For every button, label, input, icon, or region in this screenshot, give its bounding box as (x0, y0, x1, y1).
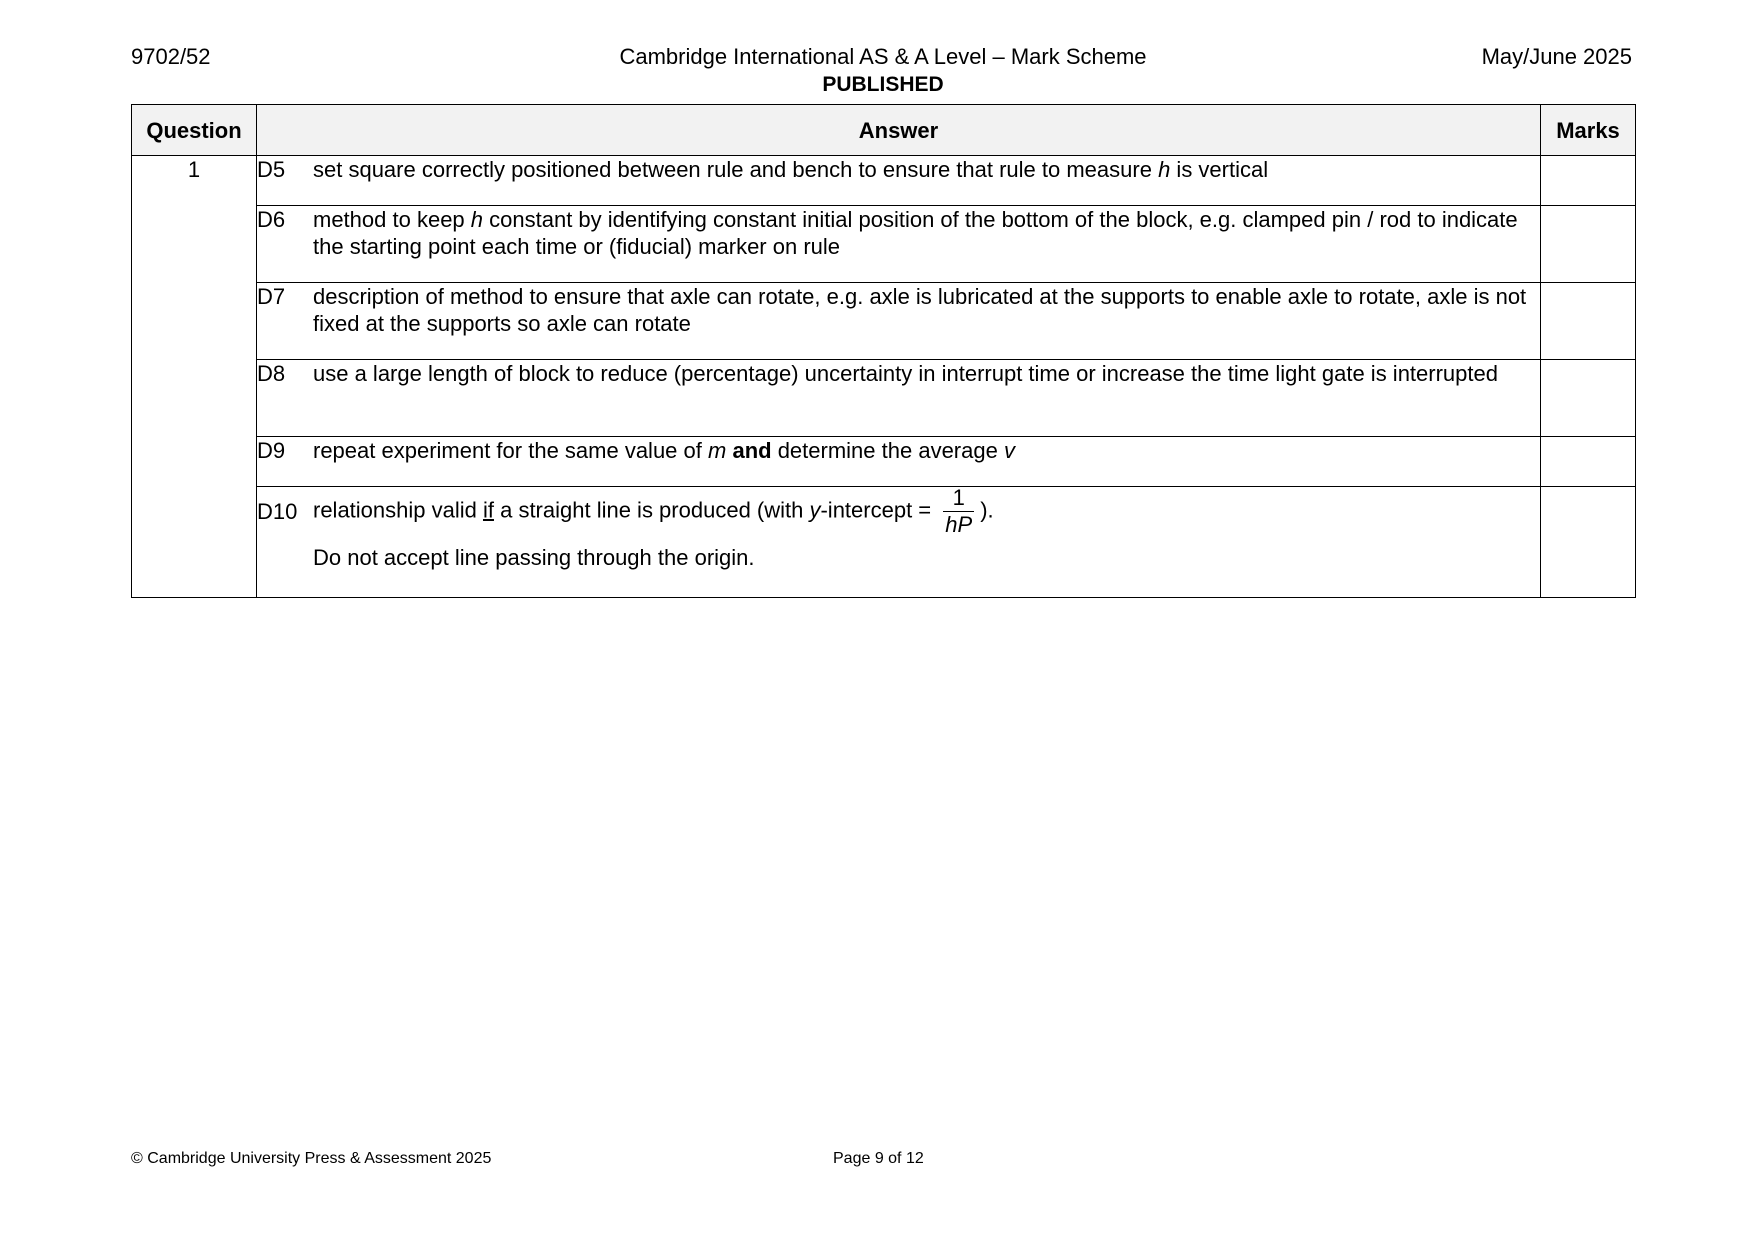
mark-point-text: repeat experiment for the same value of m and determine the average v (313, 438, 1015, 463)
mark-point-code: D8 (257, 361, 286, 386)
marks-cell (1541, 360, 1636, 437)
marks-cell (1541, 156, 1636, 206)
table-row (132, 156, 1636, 206)
marks-cell (1541, 206, 1636, 283)
mark-point-text: method to keep h constant by identifying constant initial position of the bottom of the block, e.g. clamped pin / rod to indicate the starting point each time or (fiducial) marker on rule (313, 207, 1518, 259)
marks-cell (1541, 283, 1636, 360)
mark-point-code: D7 (257, 284, 286, 309)
marks-cell (1541, 437, 1636, 487)
answer-cell (257, 156, 1541, 206)
answer-cell (257, 487, 1541, 598)
answer-cell (257, 437, 1541, 487)
document-title: Cambridge International AS & A Level – Mark Scheme (619, 44, 1147, 69)
mark-point-code: D6 (257, 207, 286, 232)
page-number: Page 9 of 12 (833, 1150, 924, 1167)
mark-point-text: set square correctly positioned between rule and bench to ensure that rule to measure h is vertical (313, 157, 1269, 182)
copyright-notice: © Cambridge University Press & Assessment 2025 (131, 1150, 492, 1167)
table-row (132, 206, 1636, 283)
table-row (132, 283, 1636, 360)
mark-scheme-table (131, 104, 1636, 598)
answer-cell (257, 206, 1541, 283)
answer-column-header: Answer (257, 105, 1541, 156)
answer-cell (257, 283, 1541, 360)
mark-point-code: D10 (257, 499, 298, 524)
marks-cell (1541, 487, 1636, 598)
mark-point-text: relationship valid if a straight line is produced (with y-intercept = $\frac{1}{hP}$ ). (313, 485, 994, 537)
mark-point-text: description of method to ensure that axle can rotate, e.g. axle is lubricated at the supports to enable axle to rotate, axle is not fixed at the supports so axle can rotate (313, 284, 1527, 336)
mark-point-text: use a large length of block to reduce (percentage) uncertainty in interrupt time or increase the time light gate is interrupted (313, 361, 1498, 386)
table-row (132, 437, 1636, 487)
fraction-one-over-hp: $\frac{1}{hP}$ (945, 485, 973, 537)
mark-point-code: D5 (257, 157, 286, 182)
marks-column-header: Marks (1541, 105, 1636, 156)
table-row (132, 360, 1636, 437)
question-column-header: Question (132, 105, 257, 156)
table-row (132, 487, 1636, 598)
question-number: 1 (132, 156, 257, 598)
published-label: PUBLISHED (822, 73, 944, 96)
guidance-note: Do not accept line passing through the origin. (313, 545, 755, 570)
document-code: 9702/52 (131, 44, 211, 69)
table-header-row (132, 105, 1636, 156)
exam-session: May/June 2025 (1481, 44, 1632, 69)
mark-point-code: D9 (257, 438, 286, 463)
answer-cell (257, 360, 1541, 437)
